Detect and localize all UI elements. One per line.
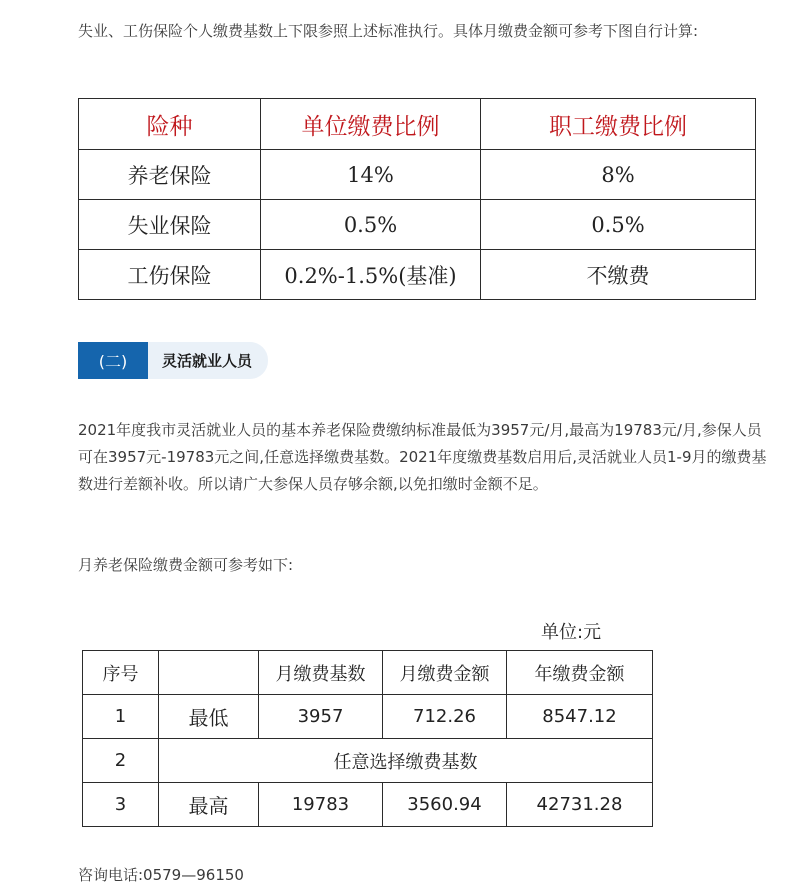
section-number-badge: (二) xyxy=(78,342,148,379)
table-header-row xyxy=(79,99,756,150)
section-title: 灵活就业人员 xyxy=(148,342,268,379)
header-employer-rate: 单位缴费比例 xyxy=(261,99,481,150)
section-header xyxy=(78,342,268,379)
contribution-amount-table xyxy=(82,650,653,827)
cell-monthly-amount: 3560.94 xyxy=(383,783,507,827)
header-monthly-amount: 月缴费金额 xyxy=(383,651,507,695)
header-monthly-base: 月缴费基数 xyxy=(259,651,383,695)
cell-type: 养老保险 xyxy=(79,150,261,200)
unit-label: 单位:元 xyxy=(541,622,602,643)
cell-type: 失业保险 xyxy=(79,200,261,250)
cell-seq: 2 xyxy=(83,739,159,783)
table-row xyxy=(83,739,653,783)
table-row xyxy=(79,250,756,300)
cell-monthly-base: 3957 xyxy=(259,695,383,739)
cell-any-base: 任意选择缴费基数 xyxy=(159,739,653,783)
cell-type: 工伤保险 xyxy=(79,250,261,300)
cell-level: 最高 xyxy=(159,783,259,827)
intro-paragraph: 失业、工伤保险个人缴费基数上下限参照上述标准执行。具体月缴费金额可参考下图自行计算: xyxy=(78,22,699,40)
cell-employer-rate: 0.2%-1.5%(基准) xyxy=(261,250,481,300)
table-row xyxy=(79,150,756,200)
cell-employer-rate: 14% xyxy=(261,150,481,200)
header-insurance-type: 险种 xyxy=(79,99,261,150)
cell-annual-amount: 8547.12 xyxy=(507,695,653,739)
header-employee-rate: 职工缴费比例 xyxy=(481,99,756,150)
cell-monthly-base: 19783 xyxy=(259,783,383,827)
table-row xyxy=(83,783,653,827)
cell-employee-rate: 不缴费 xyxy=(481,250,756,300)
cell-employee-rate: 8% xyxy=(481,150,756,200)
monthly-reference-text: 月养老保险缴费金额可参考如下: xyxy=(78,556,294,574)
header-seq: 序号 xyxy=(83,651,159,695)
cell-employee-rate: 0.5% xyxy=(481,200,756,250)
cell-level: 最低 xyxy=(159,695,259,739)
contribution-rates-table xyxy=(78,98,756,300)
cell-seq: 3 xyxy=(83,783,159,827)
table-row xyxy=(79,200,756,250)
flexible-employment-paragraph: 2021年度我市灵活就业人员的基本养老保险费缴纳标准最低为3957元/月,最高为19783元/月,参保人员可在3957元-19783元之间,任意选择缴费基数。2021年度缴费基数启用后,灵活就业人员1-9月的缴费基数进行差额补收。所以请广大参保人员存够余额,以免扣缴时金额不足。 xyxy=(78,421,767,493)
header-annual-amount: 年缴费金额 xyxy=(507,651,653,695)
cell-monthly-amount: 712.26 xyxy=(383,695,507,739)
table-row xyxy=(83,695,653,739)
contact-phone: 咨询电话:0579—96150 xyxy=(78,866,244,884)
cell-employer-rate: 0.5% xyxy=(261,200,481,250)
cell-annual-amount: 42731.28 xyxy=(507,783,653,827)
header-blank xyxy=(159,651,259,695)
cell-seq: 1 xyxy=(83,695,159,739)
table-header-row xyxy=(83,651,653,695)
